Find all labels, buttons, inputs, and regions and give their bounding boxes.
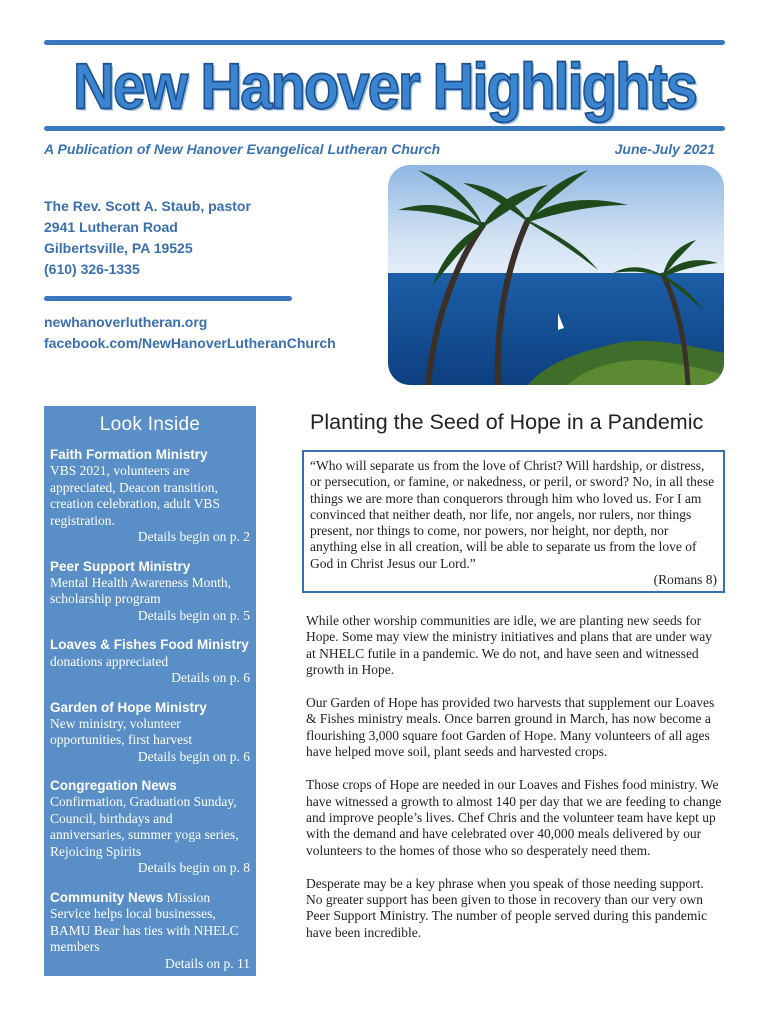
issue-date: June-July 2021 [614,141,715,157]
city-state-zip: Gilbertsville, PA 19525 [44,240,193,256]
sidebar-item-heading: Loaves & Fishes Food Ministry [50,637,249,652]
facebook-link[interactable]: facebook.com/NewHanoverLutheranChurch [44,335,336,351]
sidebar-item-heading: Peer Support Ministry [50,558,191,574]
newsletter-title: New Hanover Highlights [72,49,697,123]
sidebar-item [50,446,250,546]
article-paragraph: While other worship communities are idle, we are planting new seeds for Hope. Some may view the ministry initiatives and plans that are under way at NHELC futile in a pandemic. We do not, and have seen and witnessed growth in Hope. [306,613,713,677]
sidebar-item-details: Details begin on p. 2 [137,529,250,544]
pastor-name: The Rev. Scott A. Staub, pastor [44,198,251,214]
sidebar-item-description: Mental Health Awareness Month, scholarship program [50,574,231,606]
top-rule [44,40,725,45]
article-title: Planting the Seed of Hope in a Pandemic [310,410,704,434]
sidebar-item-description: Confirmation, Graduation Sunday, Council, birthdays and anniversaries, summer yoga series, Rejoicing Spirits [50,794,239,859]
sidebar-item-details: Details on p. 6 [171,670,250,685]
look-inside-sidebar [44,406,256,976]
sidebar-item-heading: Faith Formation Ministry [50,447,208,462]
article-paragraph: Our Garden of Hope has provided two harvests that supplement our Loaves & Fishes ministry meals. Once barren ground in March, has now become a flourishing 3,000 square foot Garden of Hope. Many volunteers of all ages have helped move soil, plant seeds and harvested crops. [306,695,715,760]
contact-links [44,312,336,354]
sidebar-item-details: Details on p. 11 [165,955,250,971]
scripture-quote-box [302,450,725,593]
sidebar-item-description: Mission Service helps local businesses, BAMU Bear has ties with NHELC members [50,889,239,954]
sidebar-title: Look Inside [99,414,201,435]
contact-rule [44,296,292,301]
sidebar-item-description: donations appreciated [50,653,169,669]
sidebar-item-text [50,889,250,956]
sidebar-item-details: Details begin on p. 6 [137,748,250,764]
publication-subtitle: A Publication of New Hanover Evangelical Lutheran Church [44,141,441,157]
article-body [306,613,722,958]
article-paragraph: Desperate may be a key phrase when you speak of those needing support. No greater support has been given to those in recovery than our very own Peer Support Ministry. The number of people served during this pandemic have been incredible. [306,875,708,940]
contact-address [44,196,251,280]
sidebar-item-heading: Community News [50,889,164,905]
quote-citation: (Romans 8) [653,572,717,588]
masthead-rule [44,126,725,131]
palm-trees-photo [388,165,724,385]
scripture-quote: “Who will separate us from the love of Christ? Will hardship, or distress, or persecution, or famine, or nakedness, or peril, or sword? No, in all these things we are more than conquerors through him who loved us. For I am convinced that neither death, nor life, nor angels, nor rulers, nor things present, nor things to come, nor powers, nor height, nor depth, nor anything else in all creation, will be able to separate us from the love of God in Christ Jesus our Lord.” [310,458,715,571]
phone-number: (610) 326-1335 [44,261,140,277]
website-link[interactable]: newhanoverlutheran.org [44,314,208,330]
sidebar-item-heading: Congregation News [50,778,177,793]
street-address: 2941 Lutheran Road [44,219,178,235]
masthead [44,46,725,126]
sidebar-item [50,889,250,973]
sidebar-item-text [50,636,250,670]
sidebar-item-details: Details begin on p. 8 [137,860,250,875]
sidebar-item [50,777,250,877]
article-paragraph: Those crops of Hope are needed in our Loaves and Fishes food ministry. We have witnessed a growth to almost 140 per day that we are feeding to change and improve people’s lives. Chef Chris and the volunteer team have kept up with the demand and have celebrated over 40,000 meals delivered by our volunteers to the homes of those who so desperately need them. [306,777,722,858]
sidebar-item-description: New ministry, volunteer opportunities, first harvest [50,715,193,747]
sidebar-item-details: Details begin on p. 5 [137,607,250,623]
sidebar-item [50,699,250,766]
sidebar-item-heading: Garden of Hope Ministry [50,699,207,715]
sidebar-item [50,558,250,625]
sidebar-item-description: VBS 2021, volunteers are appreciated, Deacon transition, creation celebration, adult VBS registration. [50,463,220,528]
sidebar-item [50,636,250,687]
